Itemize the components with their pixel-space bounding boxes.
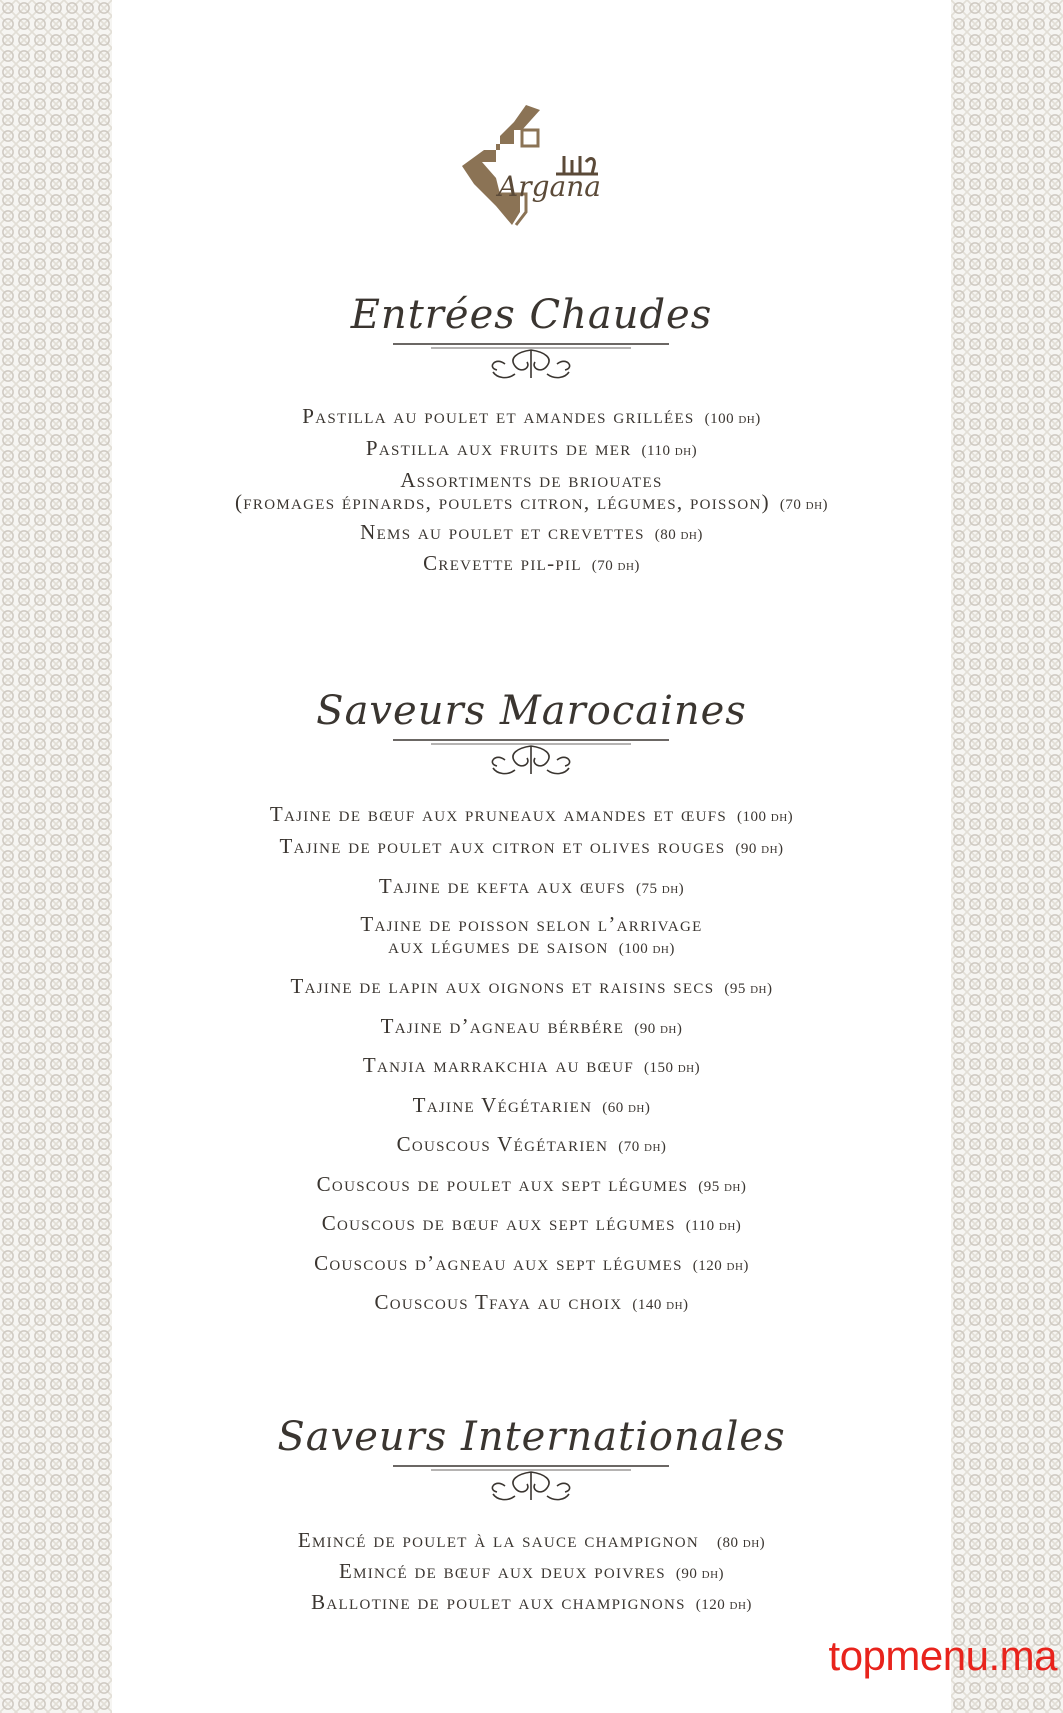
menu-item	[120, 1559, 943, 1586]
item-name: Tajine de kefta aux œufs	[378, 874, 627, 898]
menu-item	[120, 974, 943, 1001]
menu-item	[120, 404, 943, 431]
menu-item	[120, 1014, 943, 1041]
item-name: Emincé de bœuf aux deux poivres	[338, 1559, 666, 1583]
menu-item	[120, 436, 943, 463]
ornament-divider	[391, 338, 671, 382]
item-name: Couscous Végétarien	[396, 1132, 609, 1156]
section-title-saveurs-internationales: Saveurs Internationales	[277, 1414, 786, 1460]
menu-item-detail	[120, 934, 943, 961]
watermark-text: topmenu.ma	[828, 1632, 1057, 1679]
item-price: (95 dh)	[698, 1179, 747, 1195]
menu-item	[120, 1053, 943, 1080]
menu-item	[120, 1211, 943, 1238]
argana-logo	[456, 100, 616, 250]
menu-item	[120, 1172, 943, 1199]
item-name: Tajine Végétarien	[412, 1093, 593, 1117]
menu-item	[120, 1093, 943, 1120]
item-name: Tajine d’agneau bérbére	[380, 1014, 625, 1038]
item-name: Ballotine de poulet aux champignons	[311, 1590, 686, 1614]
menu-item	[120, 834, 943, 861]
item-name: Nems au poulet et crevettes	[360, 520, 645, 544]
item-price: (150 dh)	[643, 1060, 701, 1076]
item-price: (70 dh)	[779, 497, 829, 513]
item-name: Couscous de poulet aux sept légumes	[316, 1172, 689, 1196]
item-price: (90 dh)	[634, 1021, 683, 1037]
logo-text: Argana	[498, 170, 601, 203]
item-description: aux légumes de saison	[388, 934, 609, 958]
section-title-saveurs-marocaines: Saveurs Marocaines	[316, 688, 747, 734]
menu-item	[120, 802, 943, 829]
item-price: (90 dh)	[675, 1566, 725, 1582]
menu-item	[120, 551, 943, 578]
item-name: Tajine de poulet aux citron et olives rouges	[279, 834, 726, 858]
menu-item	[120, 912, 943, 936]
item-price: (120 dh)	[692, 1258, 749, 1274]
item-price: (90 dh)	[735, 841, 784, 857]
item-price: (70 dh)	[618, 1139, 667, 1155]
item-name: Couscous d’agneau aux sept légumes	[314, 1251, 683, 1275]
item-description: (fromages épinards, poulets citron, légumes, poisson)	[234, 490, 770, 514]
item-name: Crevette pil-pil	[423, 551, 582, 575]
item-name: Tajine de lapin aux oignons et raisins secs	[290, 974, 715, 998]
item-name: Emincé de poulet à la sauce champignon	[297, 1528, 700, 1552]
item-name: Couscous de bœuf aux sept légumes	[321, 1211, 676, 1235]
item-name: Tajine de poisson selon l’arrivage	[360, 912, 703, 936]
menu-item	[120, 1251, 943, 1278]
ornament-divider	[391, 734, 671, 778]
item-price: (100 dh)	[737, 809, 794, 825]
item-name: Pastilla au poulet et amandes grillées	[302, 404, 695, 428]
item-price: (140 dh)	[632, 1297, 689, 1313]
ornament-divider	[391, 1460, 671, 1504]
item-price: (60 dh)	[602, 1100, 651, 1116]
item-name: Pastilla aux fruits de mer	[365, 436, 632, 460]
item-name: Couscous Tfaya au choix	[374, 1290, 623, 1314]
item-price: (75 dh)	[636, 881, 685, 897]
menu-item	[120, 1132, 943, 1159]
menu-item	[120, 520, 943, 547]
item-price: (80 dh)	[654, 527, 703, 543]
item-price: (110 dh)	[641, 443, 698, 459]
menu-item	[120, 1590, 943, 1617]
menu-item	[120, 468, 943, 492]
menu-item	[120, 874, 943, 901]
item-name: Tanjia marrakchia au bœuf	[362, 1053, 634, 1077]
item-price: (100 dh)	[618, 941, 675, 957]
item-price: (80 dh)	[717, 1535, 766, 1551]
menu-item-detail	[120, 490, 943, 517]
item-price: (110 dh)	[685, 1218, 742, 1234]
item-price: (70 dh)	[591, 558, 640, 574]
menu-item	[120, 1290, 943, 1317]
item-price: (95 dh)	[724, 981, 773, 997]
item-name: Tajine de bœuf aux pruneaux amandes et œufs	[269, 802, 728, 826]
item-price: (100 dh)	[704, 411, 761, 427]
menu-item	[120, 1528, 943, 1555]
section-title-entrees-chaudes: Entrées Chaudes	[350, 292, 713, 338]
item-name: Assortiments de briouates	[400, 468, 663, 492]
item-price: (120 dh)	[695, 1597, 752, 1613]
